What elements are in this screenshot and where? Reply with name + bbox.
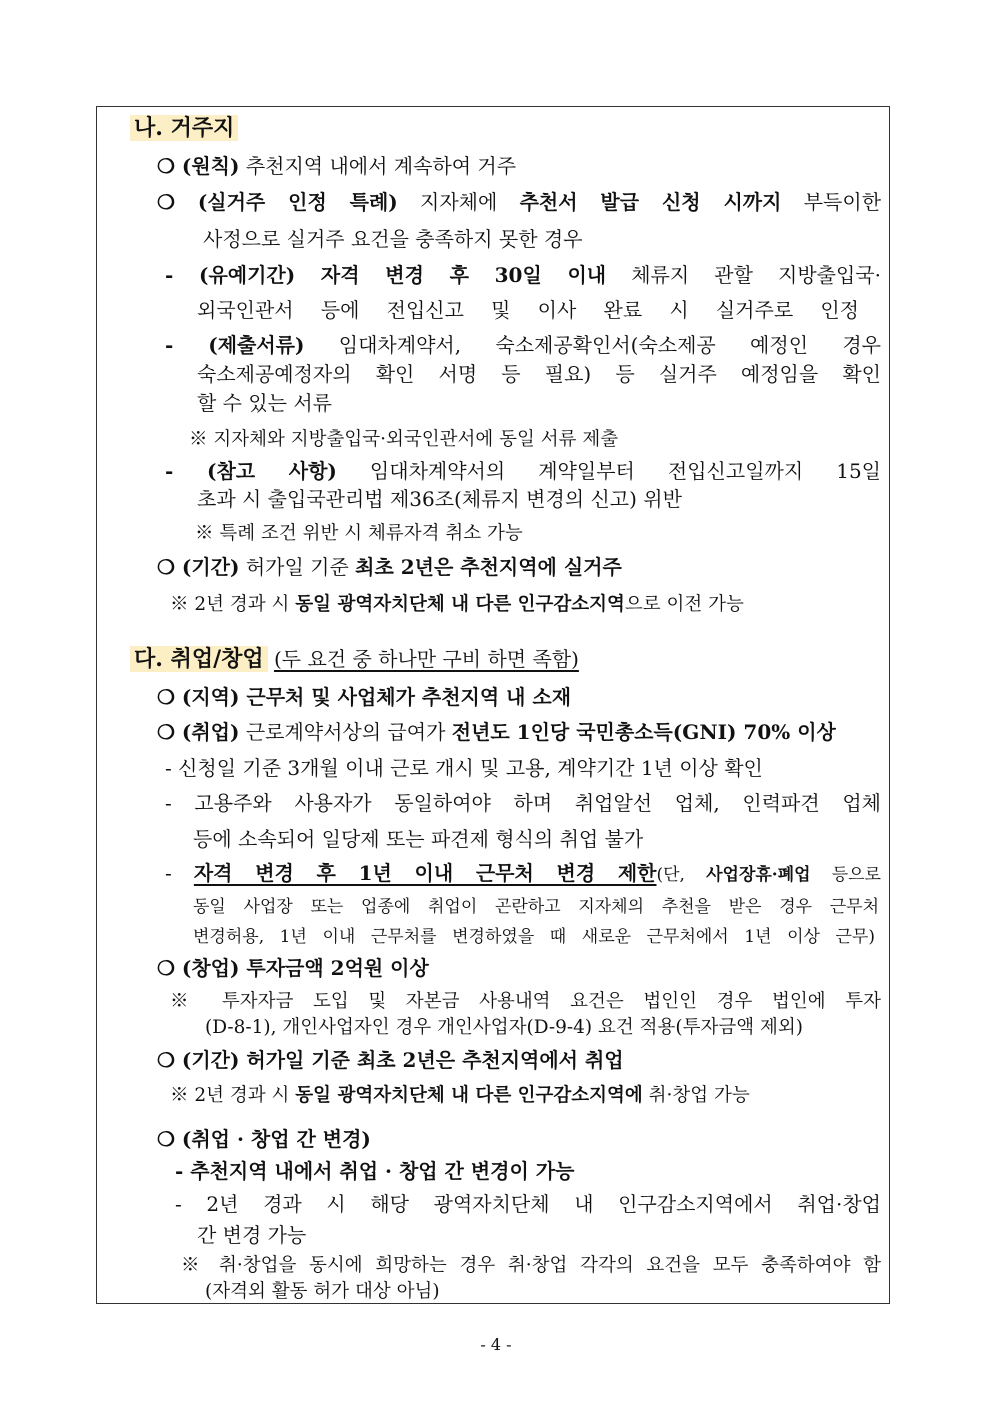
exception-line: ❍ (실거주 인정 특례) 지자체에 추천서 발급 신청 시까지 부득이한 <box>157 190 882 214</box>
reference-note: ※ 특례 조건 위반 시 체류자격 취소 가능 <box>195 523 523 544</box>
grace-period-line: - (유예기간) 자격 변경 후 30일 이내 체류지 관할 지방출입국· <box>165 263 881 287</box>
employment-dash-3-cont-2: 변경허용, 1년 이내 근무처를 변경하였을 때 새로운 근무처에서 1년 이상 근무) <box>193 927 875 947</box>
reference-line: - (참고 사항) 임대차계약서의 계약일부터 전입신고일까지 15일 <box>165 459 881 483</box>
section-heading-note: (두 요건 중 하나만 구비 하면 족함) <box>273 647 579 671</box>
region-line: ❍ (지역) 근무처 및 사업체가 추천지역 내 소재 <box>157 685 572 709</box>
employment-period-line: ❍ (기간) 허가일 기준 최초 2년은 추천지역에서 취업 <box>157 1048 624 1072</box>
grace-period-cont: 외국인관서 등에 전입신고 및 이사 완료 시 실거주로 인정 <box>197 298 859 322</box>
startup-note-1: ※ 투자자금 도입 및 자본금 사용내역 요건은 법인인 경우 법인에 투자 <box>170 991 881 1012</box>
employment-dash-2-cont: 등에 소속되어 일당제 또는 파견제 형식의 취업 불가 <box>193 827 644 851</box>
residence-period-note: ※ 2년 경과 시 동일 광역자치단체 내 다른 인구감소지역으로 이전 가능 <box>170 594 744 615</box>
rule-line: ❍ (원칙) 추천지역 내에서 계속하여 거주 <box>157 154 517 178</box>
employment-dash-2: - 고용주와 사용자가 동일하여야 하며 취업알선 업체, 인력파견 업체 <box>165 791 881 815</box>
employment-dash-1: - 신청일 기준 3개월 이내 근로 개시 및 고용, 계약기간 1년 이상 확인 <box>165 756 763 780</box>
employment-period-note: ※ 2년 경과 시 동일 광역자치단체 내 다른 인구감소지역에 취·창업 가능 <box>170 1085 750 1106</box>
change-dash-2: - 2년 경과 시 해당 광역자치단체 내 인구감소지역에서 취업·창업 <box>175 1192 881 1216</box>
change-dash-2-cont: 간 변경 가능 <box>197 1223 307 1247</box>
startup-line: ❍ (창업) 투자금액 2억원 이상 <box>157 956 429 980</box>
employment-dash-3: - 자격 변경 후 1년 이내 근무처 변경 제한(단, 사업장휴·폐업 등으로 <box>165 861 881 885</box>
employment-line: ❍ (취업) 근로계약서상의 급여가 전년도 1인당 국민총소득(GNI) 70% 이상 <box>157 720 836 744</box>
change-note-1: ※ 취·창업을 동시에 희망하는 경우 취·창업 각각의 요건을 모두 충족하여야 함 <box>181 1255 881 1276</box>
reference-cont: 초과 시 출입국관리법 제36조(체류지 변경의 신고) 위반 <box>197 487 682 511</box>
change-line: ❍ (취업 · 창업 간 변경) <box>157 1127 371 1151</box>
employment-dash-3-cont-1: 동일 사업장 또는 업종에 취업이 곤란하고 지자체의 추천을 받은 경우 근무처 <box>193 897 879 917</box>
documents-line: - (제출서류) 임대차계약서, 숙소제공확인서(숙소제공 예정인 경우 <box>165 333 881 357</box>
change-dash-1: - 추천지역 내에서 취업 · 창업 간 변경이 가능 <box>175 1159 575 1183</box>
startup-note-2: (D-8-1), 개인사업자인 경우 개인사업자(D-9-4) 요건 적용(투자금액 제외) <box>205 1017 803 1038</box>
documents-cont-2: 할 수 있는 서류 <box>197 391 332 415</box>
section-heading-employment: 다. 취업/창업 (두 요건 중 하나만 구비 하면 족함) <box>130 646 579 672</box>
change-note-2: (자격외 활동 허가 대상 아님) <box>205 1281 440 1302</box>
exception-cont: 사정으로 실거주 요건을 충족하지 못한 경우 <box>203 227 583 251</box>
section-heading-residence: 나. 거주지 <box>130 115 238 141</box>
page-number: - 4 - <box>480 1335 512 1354</box>
residence-period-line: ❍ (기간) 허가일 기준 최초 2년은 추천지역에 실거주 <box>157 555 622 579</box>
documents-note: ※ 지자체와 지방출입국·외국인관서에 동일 서류 제출 <box>189 429 619 450</box>
documents-cont-1: 숙소제공예정자의 확인 서명 등 필요) 등 실거주 예정임을 확인 <box>197 362 881 386</box>
